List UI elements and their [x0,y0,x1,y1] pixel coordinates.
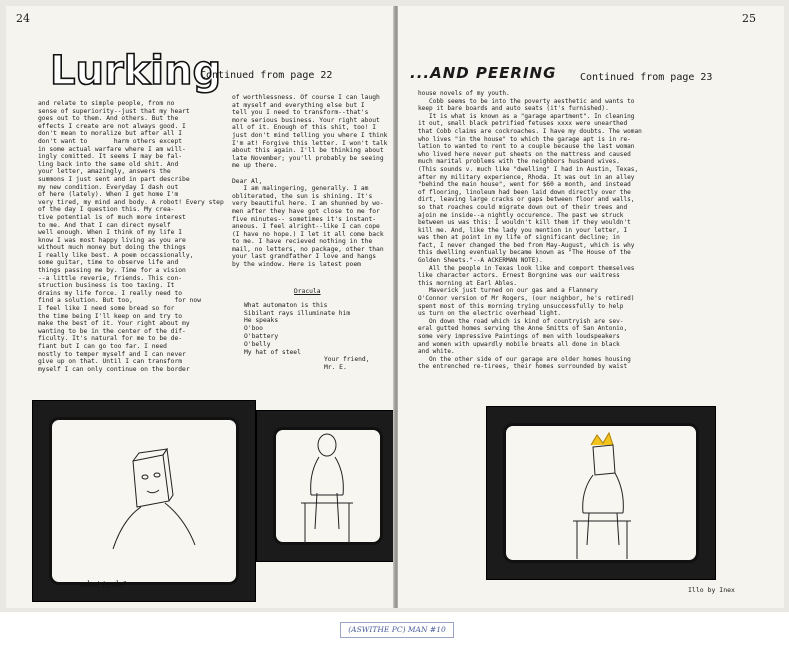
continued-right: Continued from page 23 [580,72,713,83]
seated-figure-illustration [297,433,357,553]
tv-illustration-1 [32,400,256,602]
right-column: house novels of my youth. Cobb seems to be into the poverty aesthetic and wants to keep it bare boards and auto seats (it's furnished). It is what is known as a "garage apartment". In cleaning it out, small black petrified fetuses xxxx were unearthed that Cobb claims are cockroaches. I have my doubts. The woman who lives "in the house" to which the garage apt is in re- lation to wanted to rent to a couple because the last woman who lived here never put sheets on the mattress and caused much marital problems with the neighbors husband wives. (This sounds v. much like "dwelling" I had in Austin, Texas, after my military experience, Rhoda. It was out in an alley "behind the main house", went for $60 a month, and instead of flooring, linoleum had been laid down directly over the dirt, leaving large cracks or gaps between floor and walls, so that roaches could migrate down out of their trees and ajoin me inside--a nightly occurence. The past we struck between us was this: I wouldn't kill them if they wouldn't kill me. And, like the lady you mention in your letter, I was then at point in my life of significant decline; in fact, I never changed the bed from May-August, which is why this dwelling eventually became known as "The House of the Golden Sheets."--A ACKERMAN NOTE). All the people in Texas look like and comport themselves like character actors. Ernest Borgnine was our waitress this morning at Earl Ables. Maverick just turned on our gas and a Flannery O'Connor version of Mr Rogers, (our neighbor, he's retired) spent most of this morning trying unsuccessfully to help us turn on the electric overhead light. On down the road which is kind of countryish are sev- eral gutted homes serving the Anne Smitts of San Antonio, some very impressive Paintings of men with loudspeakers and women with upwardly mobile breats all done in black and white. On the other side of our garage are older homes housing the entrenched re-tirees, their homes surrounded by waist [418,90,642,371]
boxhead-figure-illustration [103,449,203,589]
tv-illustration-2 [256,410,400,562]
poem-block [244,288,370,372]
poem-line: My hat of steel [244,348,301,356]
sign-off: Your friend, [324,356,370,364]
lurking-headline [48,44,222,94]
poem-line: He speaks [244,317,279,325]
seated-boxhead-figure-illustration [567,427,637,567]
illo-credit: Illo by Inex [688,586,735,594]
signature: Mr. E. [324,364,347,372]
tv-illustration-3 [486,406,716,580]
page-number-right: 25 [742,12,756,25]
continued-left: Continued from page 22 [200,70,333,81]
poem-line: O'belly [244,340,271,348]
poem-title: Dracula [294,288,321,295]
poem-line: Sibilant rays illuminate him [244,309,351,317]
page-number-left: 24 [16,12,30,25]
archive-stamp: (ASWITHE PC) MAN #10 [340,622,454,638]
lurking-title-text: Lurking [50,48,222,94]
poem-line: O'boo [244,325,263,333]
handwritten-caption: what to do" [80,580,127,589]
left-column-2: of worthlessness. Of course I can laugh at myself and everything else but I tell you I need to transform--that's more serious business. Your right about all of it. Enough of this shit, too! I just don't mind telling you where I think I'm at! Forgive this letter. I won't talk about this again. I'll be thinking about late November; you'll probably be seeing me up there. Dear Al, I am malingering, generally. I am obliterated, the sun is shining. It's very beautiful here. I am shunned by wo- men after they have got close to me for five minutes-- sometimes it's instant- aneous. I feel alright--like I can cope (I have no hope.) I let it all come back to me. I have recieved nothing in the mail, no letters, no package, other than your last grandfather I love and hangs by the window. Here is latest poem [232,94,388,269]
poem-line: O'battery [244,332,279,340]
left-column-1: and relate to simple people, from no sense of superiority--just that my heart goes out to them. And others. But the effects I create are not always good. I don't mean to moralize but after all I don't want to harm others except in some actual warfare where I am will- ingly comitted. It seems I may be fal- ling back into the same old shit. And your letter, amazingly, answers the summons I just sent and in part describe my new condition. Everyday I dash out of here (lately). When I get home I'm very tired, my mind and body. A robot! Every step of the day I question this. My crea- tive potential is of much more interest to me. And that I can direct myself well enough. When I think of my life I know I was most happy living as you are without much money but doing the things I really like best. A poem occassionally, some guitar, time to observe life and things passing me by. Time for a vision --a little reverie, friends. This con- struction business is too taxing. It drains my life force. I really need to find a solution. But too, for now I feel like I need some bread so for the time being I'll keep on and try to make the best of it. Your right about my wanting to be in the center of the dif- ficulty. It's natural for me to be de- fiant but I can go too far. I need mostly to temper myself and I can never give up on that. Until I can transform myself I can only continue on the border [38,100,224,373]
poem-line: What automaton is this [244,301,328,309]
peering-headline: ...AND PEERING [410,64,557,82]
